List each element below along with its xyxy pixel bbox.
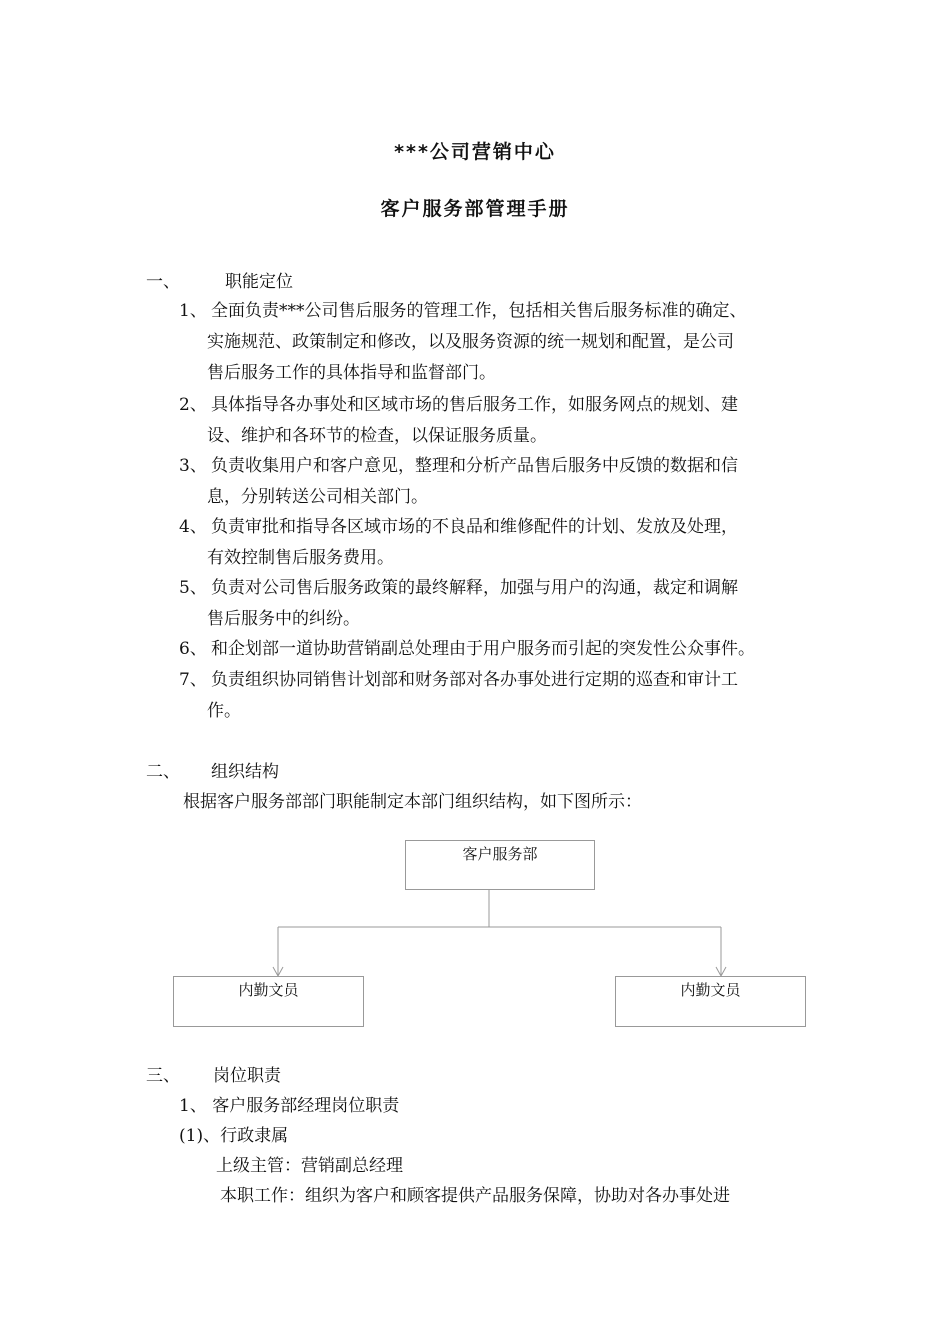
item-4-line-1: 负责审批和指导各区域市场的不良品和维修配件的计划、发放及处理， [211,517,738,537]
item-5-line-2: 售后服务中的纠纷。 [207,609,360,629]
item-1-line-2: 实施规范、政策制定和修改，以及服务资源的统一规划和配置，是公司 [207,332,734,352]
item-2-line-2: 设、维护和各环节的检查，以保证服务质量。 [207,426,547,446]
item-7-number: 7、 [179,670,207,690]
section-3-sub-2: (1)、行政隶属 [179,1126,289,1146]
org-node-left-label: 内勤文员 [238,981,299,999]
item-7-line-1: 负责组织协同销售计划部和财务部对各办事处进行定期的巡查和审计工 [211,670,738,690]
section-3-line-2: 本职工作：组织为客户和顾客提供产品服务保障，协助对各办事处进 [220,1186,730,1206]
item-3-line-2: 息，分别转送公司相关部门。 [207,487,428,507]
org-node-right [615,976,806,1027]
section-3-number: 三、 [146,1066,180,1086]
org-node-left [173,976,364,1027]
item-5-line-1: 负责对公司售后服务政策的最终解释，加强与用户的沟通，裁定和调解 [211,578,738,598]
item-6-line-1: 和企划部一道协助营销副总处理由于用户服务而引起的突发性公众事件。 [211,639,755,659]
section-1-heading: 职能定位 [225,272,293,292]
section-3-sub-1: 1、 客户服务部经理岗位职责 [179,1096,400,1116]
section-2-intro: 根据客户服务部部门职能制定本部门组织结构，如下图所示： [183,792,642,812]
item-1-number: 1、 [179,301,207,321]
item-3-line-1: 负责收集用户和客户意见，整理和分析产品售后服务中反馈的数据和信 [211,456,738,476]
item-4-number: 4、 [179,517,207,537]
item-7-line-2: 作。 [207,701,241,721]
item-6-number: 6、 [179,639,207,659]
section-1-number: 一、 [146,272,180,292]
org-node-root [405,840,595,890]
item-1-line-3: 售后服务工作的具体指导和监督部门。 [207,363,496,383]
section-3-heading: 岗位职责 [213,1066,281,1086]
item-1-line-1: 全面负责***公司售后服务的管理工作，包括相关售后服务标准的确定、 [211,301,747,321]
item-2-number: 2、 [179,395,207,415]
item-3-number: 3、 [179,456,207,476]
item-2-line-1: 具体指导各办事处和区域市场的售后服务工作，如服务网点的规划、建 [211,395,738,415]
section-3-line-1: 上级主管：营销副总经理 [216,1156,403,1176]
section-2-number: 二、 [146,762,180,782]
document-subtitle: 客户服务部管理手册 [380,198,570,220]
item-4-line-2: 有效控制售后服务费用。 [207,548,394,568]
org-node-right-label: 内勤文员 [680,981,741,999]
document-title: ***公司营销中心 [394,141,556,163]
item-5-number: 5、 [179,578,207,598]
org-node-root-label: 客户服务部 [462,845,538,863]
section-2-heading: 组织结构 [211,762,279,782]
